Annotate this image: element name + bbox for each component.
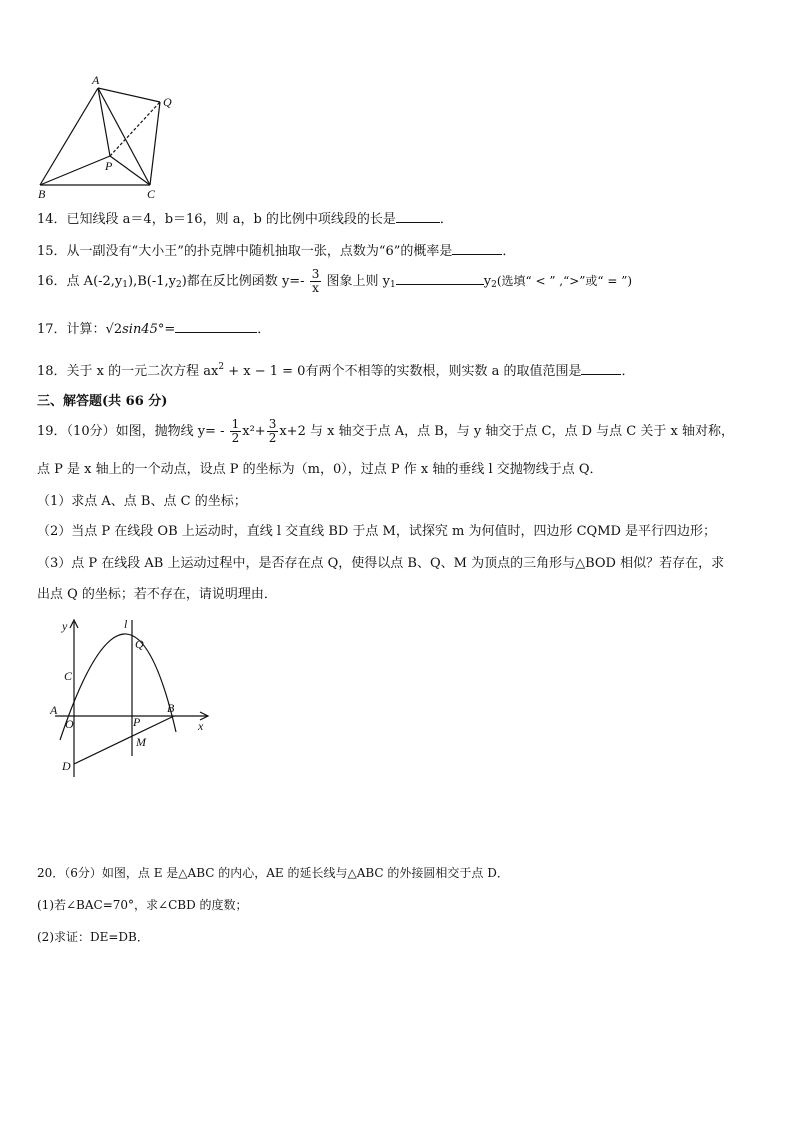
q18-end: ． (621, 364, 635, 379)
label-c: C (64, 669, 73, 683)
q15-answer-blank (452, 242, 502, 255)
q14-text: 14．已知线段 a＝4，b＝16，则 a，b 的比例中项线段的长是 (37, 212, 396, 227)
q15-end: ． (502, 244, 516, 259)
q19-frac2-num: 3 (268, 417, 277, 431)
q18-equation: + x − 1 = 0 (224, 364, 306, 379)
figure-parabola (40, 612, 220, 782)
q17-answer-blank (175, 320, 257, 333)
q14-answer-blank (396, 210, 440, 223)
q19-part1: （1）求点 A、点 B、点 C 的坐标； (37, 494, 247, 509)
q19-line2: 点 P 是 x 轴上的一个动点，设点 P 的坐标为（m，0），过点 P 作 x 轴的垂线 l 交抛物线于点 Q． (37, 462, 603, 477)
label-o: O (65, 717, 74, 731)
label-d: D (62, 759, 71, 773)
q19-fraction-2 (267, 418, 279, 445)
q17-expr: sin45°= (122, 322, 176, 337)
q16-sub1: 1 (122, 280, 129, 290)
figure-triangle-abcpq (30, 72, 190, 202)
q16-fraction (310, 268, 322, 295)
question-17 (37, 318, 270, 337)
label-l: l (124, 617, 128, 631)
q17-prefix: 17．计算： (37, 322, 106, 337)
segment-qc (150, 102, 160, 185)
q16-sub4: 2 (491, 280, 497, 290)
q17-end: ． (257, 322, 271, 337)
q20-line1: 20．（6分）如图，点 E 是△ABC 的内心，AE 的延长线与△ABC 的外接圆相交于点 D． (37, 866, 509, 880)
segment-pc (110, 156, 150, 185)
q14-end: ． (439, 212, 453, 227)
q19-frac1-num: 1 (231, 417, 240, 431)
label-p: P (105, 159, 113, 173)
segment-ab (40, 88, 98, 185)
label-a: A (92, 73, 100, 87)
q16-after-frac: 图象上则 y (326, 274, 390, 289)
label-y: y (62, 619, 68, 633)
segment-bp (40, 156, 110, 185)
q16-answer-blank (396, 272, 484, 285)
parabola-curve (60, 634, 176, 740)
question-15 (37, 240, 515, 259)
q16-tail: (选填“ < ” ,“>”或“ = ”) (496, 274, 633, 288)
q16-sub3: 1 (389, 280, 396, 290)
q19-frac1-den: 2 (231, 431, 240, 445)
q19-line1-tail: x+2 与 x 轴交于点 A，点 B，与 y 轴交于点 C，点 D 与点 C 关于 x 轴对称， (279, 424, 734, 439)
q16-prefix: 16．点 A(-2,y (37, 274, 123, 289)
q18-prefix: 18．关于 x 的一元二次方程 ax (37, 364, 219, 379)
q19-fraction-1 (230, 418, 242, 445)
q16-mid1: ),B(-1,y (128, 274, 176, 289)
question-16 (37, 268, 632, 295)
q18-sup: 2 (218, 362, 225, 372)
label-q: Q (135, 637, 144, 651)
q19-frac2-den: 2 (268, 431, 277, 445)
q17-sqrt: √2 (105, 322, 123, 337)
q16-sub2: 2 (176, 280, 182, 290)
section-3-title: 三、解答题(共 66 分) (37, 394, 168, 409)
label-b: B (167, 701, 175, 715)
label-p: P (133, 715, 141, 729)
q19-part3-a: （3）点 P 在线段 AB 上运动过程中，是否存在点 Q，使得以点 B、Q、M 为顶点的三角形与△BOD 相似？若存在，求 (37, 556, 725, 571)
label-m: M (136, 735, 146, 749)
q16-mid2: )都在反比例函数 y=- (181, 274, 305, 289)
question-18 (37, 360, 634, 379)
q16-frac-den: x (312, 281, 319, 295)
q19-part2: （2）当点 P 在线段 OB 上运动时，直线 l 交直线 BD 于点 M，试探究 m 为何值时，四边形 CQMD 是平行四边形； (37, 524, 717, 539)
line-bd (74, 716, 174, 764)
q19-part3-b: 出点 Q 的坐标；若不存在，请说明理由． (37, 587, 277, 602)
question-19-line1 (37, 418, 734, 445)
label-a: A (50, 703, 58, 717)
q20-part2: (2)求证：DE=DB． (37, 930, 149, 944)
q19-x2: x²+ (242, 424, 266, 439)
q18-tail: 有两个不相等的实数根，则实数 a 的取值范围是 (305, 364, 582, 379)
segment-pq-dashed (110, 102, 160, 156)
q19-prefix: 19．（10分）如图，抛物线 y= - (37, 424, 225, 439)
question-14 (37, 208, 453, 227)
label-c: C (147, 187, 156, 201)
q18-answer-blank (581, 362, 621, 375)
label-q: Q (163, 95, 172, 109)
label-b: B (38, 187, 46, 201)
q16-after-blank: y (483, 274, 492, 289)
q20-part1: (1)若∠BAC=70°，求∠CBD 的度数； (37, 898, 248, 912)
segment-aq (98, 88, 160, 102)
label-x: x (198, 719, 204, 733)
q15-text: 15．从一副没有“大小王”的扑克牌中随机抽取一张，点数为“6”的概率是 (37, 244, 453, 259)
q16-frac-num: 3 (311, 267, 320, 281)
